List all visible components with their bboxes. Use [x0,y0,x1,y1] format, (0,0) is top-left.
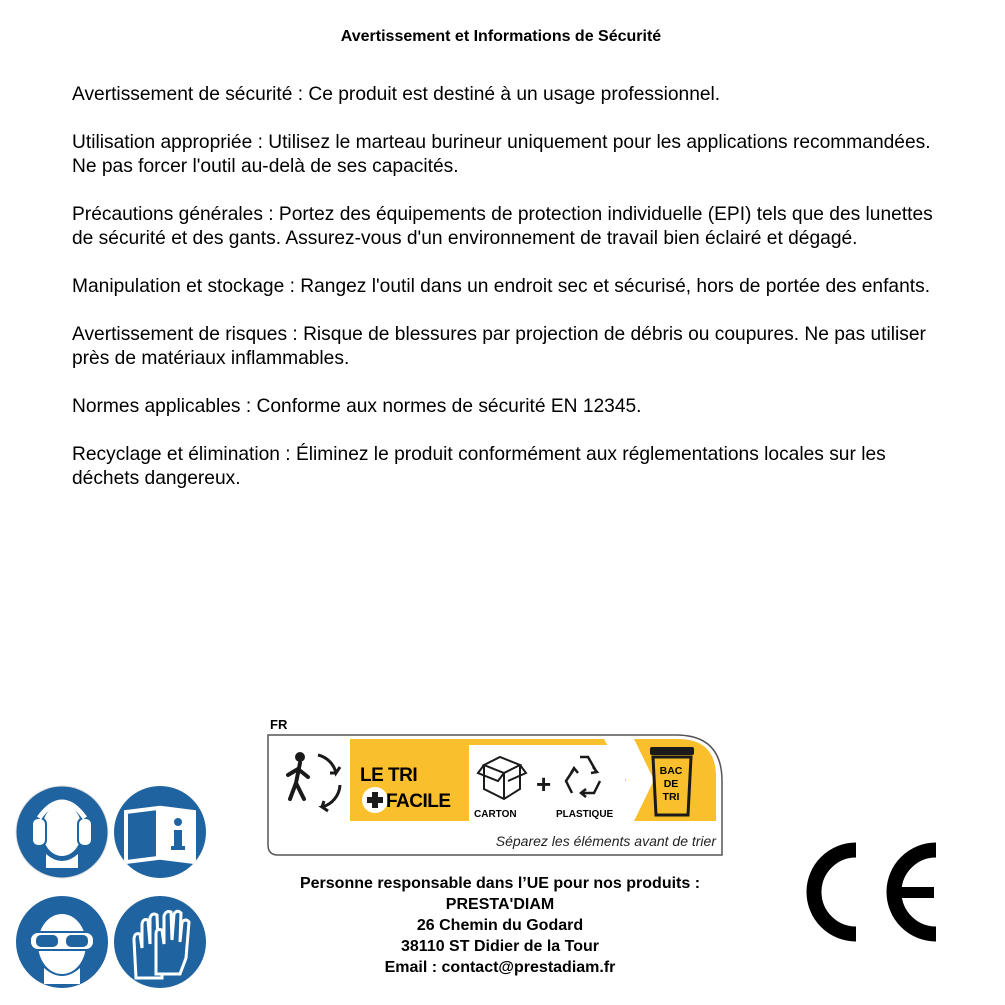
le-tri-label: LE TRI [360,765,418,786]
page-title: Avertissement et Informations de Sécurité [340,28,662,45]
paragraph-general-precautions: Précautions générales : Portez des équipements de protection individuelle (EPI) tels que des lunettes de sécurité et des gants. Assurez-vous d'un environnement de travail bien éclairé et dégagé. [72,204,933,249]
country-label: FR [270,717,288,732]
triman-footer: Séparez les éléments avant de trier [495,833,716,849]
paragraph-safety-warning: Avertissement de sécurité : Ce produit est destiné à un usage professionnel. [72,84,721,105]
plastique-label: PLASTIQUE [556,809,614,820]
read-manual-icon [112,784,208,880]
eye-protection-icon [14,894,110,990]
triman-logo [266,717,726,859]
svg-text:+: + [536,769,552,799]
gloves-icon [112,894,208,990]
paragraph-recycling: Recyclage et élimination : Éliminez le produit conformément aux réglementations locales sur les déchets dangereux. [72,444,886,489]
bac-de-tri-label: BAC DE TRI [659,765,683,803]
paragraph-standards: Normes applicables : Conforme aux normes de sécurité EN 12345. [72,396,642,417]
facile-label: FACILE [386,791,451,812]
carton-label: CARTON [474,809,517,820]
company-address: 26 Chemin du Godard [416,917,584,934]
company-email: Email : contact@prestadiam.fr [384,959,616,976]
ear-protection-icon [14,784,110,880]
company-name: PRESTA'DIAM [445,896,555,913]
ce-mark-icon [796,840,940,944]
responsible-heading: Personne responsable dans l’UE pour nos produits : [299,875,701,892]
company-city: 38110 ST Didier de la Tour [401,938,599,955]
paragraph-appropriate-use: Utilisation appropriée : Utilisez le marteau burineur uniquement pour les applications recommandées. Ne pas forcer l'outil au-delà de ses capacités. [72,132,931,177]
responsible-person-block [250,873,750,978]
safety-pictograms [14,784,214,994]
safety-text [72,83,942,515]
paragraph-risk-warning: Avertissement de risques : Risque de blessures par projection de débris ou coupures. Ne pas utiliser près de matériaux inflammables. [72,324,926,369]
paragraph-handling-storage: Manipulation et stockage : Rangez l'outil dans un endroit sec et sécurisé, hors de portée des enfants. [72,276,931,297]
